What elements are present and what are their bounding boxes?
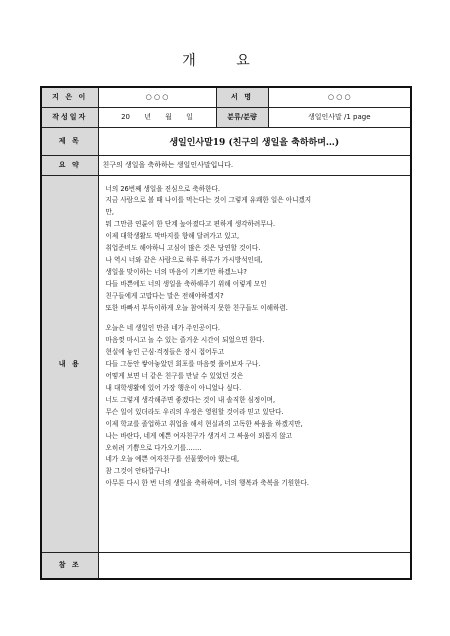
author-value: ○ ○ ○ [98,87,216,107]
content-line: 나 역시 너와 같은 사람으로 하루 하루가 가시방석인데, [105,255,263,264]
content-line: 만, [105,208,114,217]
content-line: 뭐 그만큼 연륜이 한 단계 높아졌다고 편하게 생각하려무나. [105,220,276,229]
subject-value: 생일인사말19 (친구의 생일을 축하하며…) [98,127,411,155]
author-row [41,87,411,107]
content-line: 내 대학생활에 있어 가장 행운이 아니었나 싶다. [105,384,242,392]
content-line: 취업준비도 해야하니 고심이 많은 것은 당연할 것이다. [105,244,261,253]
summary-value: 친구의 생일을 축하하는 생일인사말입니다. [98,155,411,175]
content-line: 어떻게 보면 너 같은 친구를 만날 수 있었던 것은 [105,372,244,381]
content-line: 참 그것이 안타깝구나! [105,467,170,476]
content-line: 네가 오늘 예쁜 여자친구를 선물했어야 했는데, [105,455,240,464]
content-line: 친구들에게 고맙다는 말은 전해야하겠지? [105,291,224,300]
content-body [98,175,411,552]
sign-label: 서 명 [216,87,268,107]
reference-label: 참 조 [41,552,98,579]
content-line: 무슨 일이 있더라도 우리의 우정은 영원할 것이라 믿고 있단다. [105,407,284,416]
content-line: 이제 대학생활도 막바지를 향해 달려가고 있고, [105,232,240,241]
content-paragraph-1 [106,184,406,315]
content-line: 너의 26번째 생일을 진심으로 축하한다. [105,184,220,193]
content-line: 이제 학교를 졸업하고 취업을 해서 현실과의 고독한 싸움을 하겠지만, [105,419,303,428]
sign-value: ○ ○ ○ [268,87,411,107]
content-line: 너도 그렇게 생각해주면 좋겠다는 것이 내 솔직한 심정이며, [105,395,276,404]
category-label: 분류/분량 [216,107,268,127]
content-line: 지금 사람으로 볼 때 나이를 먹는다는 것이 그렇게 유쾌한 일은 아니겠지 [105,196,312,205]
content-line: 마음껏 마시고 놀 수 있는 즐거운 시간이 되었으면 한다. [105,336,265,345]
content-line: 다들 바쁜에도 너의 생일을 축하해주기 위해 이렇게 모인 [105,279,267,288]
category-value: 생일인사말 /1 page [268,107,411,127]
content-line: 또한 바빠서 부득이하게 오늘 참여하지 못한 친구들도 이해하렴. [105,303,288,312]
page-title: 개 요 [182,53,268,69]
summary-form-table [40,86,412,580]
content-line: 다들 그동안 쌓아놓았던 회포를 마음껏 풀어보자 구나. [105,360,261,369]
content-line: 오늘은 네 생일인 만큼 네가 주인공이다. [105,324,220,333]
date-value: 20 년 월 일 [98,107,216,127]
content-line: 현실에 놓인 근심·걱정들은 잠시 접어두고 [105,348,225,357]
summary-label: 요 약 [41,155,98,175]
date-row [41,107,411,127]
summary-row [41,155,411,175]
content-label: 내 용 [41,175,98,552]
content-line: 아무튼 다시 한 번 너의 생일을 축하하며, 너의 행복과 축복을 기원한다. [105,479,309,488]
content-line: 나는 바란다, 네게 예쁜 여자친구가 생겨서 그 싸움이 외롭지 않고 [105,431,293,440]
reference-value [98,552,411,579]
content-row [41,175,411,552]
subject-label: 제 목 [41,127,98,155]
author-label: 지 은 이 [41,87,98,107]
subject-row [41,127,411,155]
date-label: 작성일자 [41,107,98,127]
content-paragraph-2 [106,323,406,490]
content-line: 오히려 기쁨으로 다가오기를……. [105,443,202,452]
reference-row [41,552,411,579]
content-line: 생일을 맞이하는 너의 마음이 기쁘기만 하겠느냐? [105,267,247,276]
